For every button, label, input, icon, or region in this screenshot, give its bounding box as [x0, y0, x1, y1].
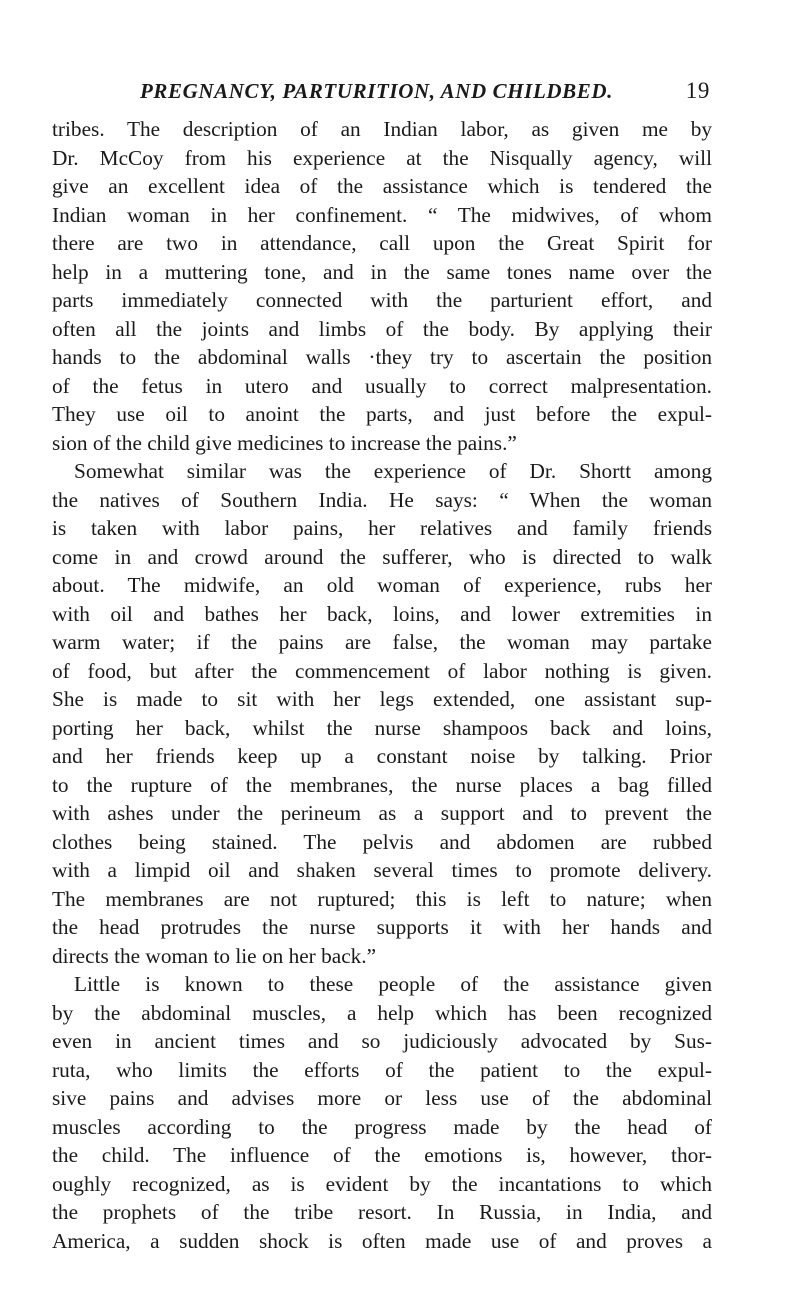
body-text — [52, 115, 712, 1255]
text-line: parts immediately connected with the parturient effort, and — [52, 288, 712, 312]
text-line: sive pains and advises more or less use of the abdominal — [52, 1086, 712, 1110]
text-line: the head protrudes the nurse supports it with her hands and — [52, 915, 712, 939]
text-line: and her friends keep up a constant noise by talking. Prior — [52, 744, 712, 768]
text-line: with ashes under the perineum as a support and to prevent the — [52, 801, 712, 825]
running-head — [140, 76, 710, 106]
text-line: to the rupture of the membranes, the nurse places a bag filled — [52, 772, 712, 797]
text-line: of food, but after the commencement of labor nothing is given. — [52, 658, 712, 683]
text-line: muscles according to the progress made by the head of — [52, 1114, 712, 1139]
text-line: They use oil to anoint the parts, and just before the expul- — [52, 402, 712, 426]
text-line: tribes. The description of an Indian labor, as given me by — [52, 117, 712, 141]
text-line: warm water; if the pains are false, the woman may partake — [52, 630, 712, 654]
text-line: is taken with labor pains, her relatives and family friends — [52, 516, 712, 540]
text-line: The membranes are not ruptured; this is left to nature; when — [52, 886, 712, 911]
text-line: Indian woman in her confinement. “ The midwives, of whom — [52, 202, 712, 227]
text-line: sion of the child give medicines to increase the pains.” — [52, 430, 517, 455]
text-line: She is made to sit with her legs extended, one assistant sup- — [52, 687, 712, 711]
text-line: the prophets of the tribe resort. In Russia, in India, and — [52, 1200, 712, 1224]
text-line: there are two in attendance, call upon the Great Spirit for — [52, 231, 712, 255]
text-line: the child. The influence of the emotions is, however, thor- — [52, 1143, 712, 1167]
text-line: with a limpid oil and shaken several times to promote delivery. — [52, 858, 712, 882]
running-title: PREGNANCY, PARTURITION, AND CHILDBED. — [140, 79, 613, 103]
text-line: come in and crowd around the sufferer, who is directed to walk — [52, 544, 712, 569]
text-line: give an excellent idea of the assistance which is tendered the — [52, 174, 712, 198]
text-line: even in ancient times and so judiciously advocated by Sus- — [52, 1029, 712, 1053]
text-line: by the abdominal muscles, a help which has been recognized — [52, 1000, 712, 1025]
text-line: about. The midwife, an old woman of experience, rubs her — [52, 573, 712, 597]
page-number: 19 — [685, 78, 710, 103]
text-line: of the fetus in utero and usually to correct malpresentation. — [52, 373, 712, 398]
text-line: Somewhat similar was the experience of Dr. Shortt among — [74, 459, 712, 483]
text-line: directs the woman to lie on her back.” — [52, 943, 377, 968]
text-line: help in a muttering tone, and in the same tones name over the — [52, 259, 712, 284]
text-line: Little is known to these people of the assistance given — [74, 972, 712, 996]
text-line: often all the joints and limbs of the body. By applying their — [52, 316, 712, 341]
text-line: ruta, who limits the efforts of the patient to the expul- — [52, 1057, 712, 1082]
text-line: hands to the abdominal walls ·they try to ascertain the position — [52, 345, 712, 369]
text-line: Dr. McCoy from his experience at the Nisqually agency, will — [52, 145, 712, 170]
text-line: the natives of Southern India. He says: “ When the woman — [52, 487, 712, 512]
text-line: oughly recognized, as is evident by the incantations to which — [52, 1171, 712, 1196]
text-line: with oil and bathes her back, loins, and lower extremities in — [52, 601, 712, 626]
text-line: clothes being stained. The pelvis and abdomen are rubbed — [52, 829, 712, 854]
text-line: America, a sudden shock is often made use of and proves a — [52, 1228, 712, 1253]
text-line: porting her back, whilst the nurse shampoos back and loins, — [52, 715, 712, 740]
